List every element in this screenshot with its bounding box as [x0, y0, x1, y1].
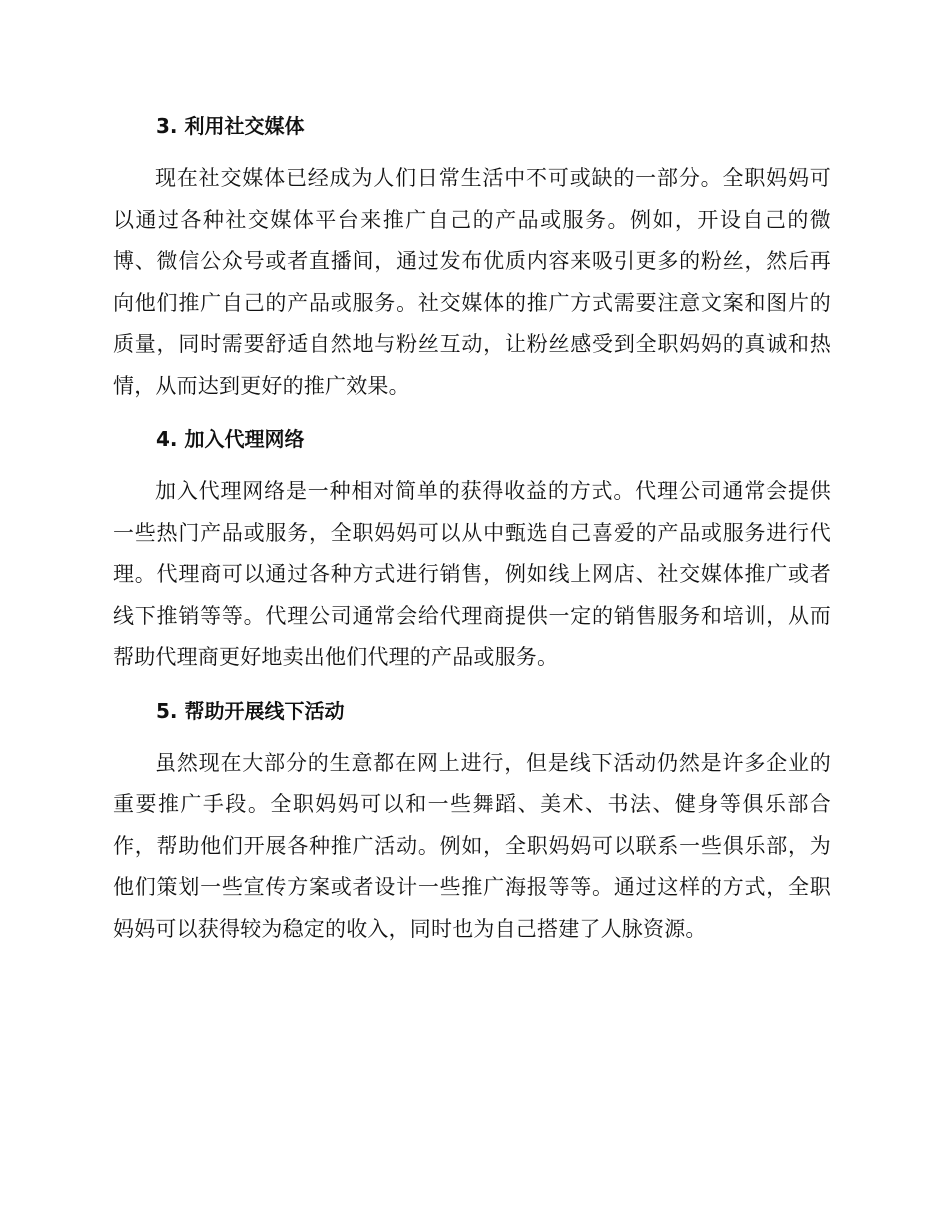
section-heading: 4. 加入代理网络	[156, 427, 305, 451]
document-page	[113, 106, 831, 962]
section-paragraph: 虽然现在大部分的生意都在网上进行，但是线下活动仍然是许多企业的重要推广手段。全职妈妈可以和一些舞蹈、美术、书法、健身等俱乐部合作，帮助他们开展各种推广活动。例如，全职妈妈可以联系一些俱乐部，为他们策划一些宣传方案或者设计一些推广海报等等。通过这样的方式，全职妈妈可以获得较为稳定的收入，同时也为自己搭建了人脉资源。	[113, 750, 831, 941]
section-heading: 5. 帮助开展线下活动	[156, 698, 345, 723]
section-offline-events	[113, 691, 831, 951]
section-paragraph: 加入代理网络是一种相对简单的获得收益的方式。代理公司通常会提供一些热门产品或服务，全职妈妈可以从中甄选自己喜爱的产品或服务进行代理。代理商可以通过各种方式进行销售，例如线上网店、社交媒体推广或者线下推销等等。代理公司通常会给代理商提供一定的销售服务和培训，从而帮助代理商更好地卖出他们代理的产品或服务。	[113, 479, 831, 669]
section-heading: 3. 利用社交媒体	[156, 114, 305, 138]
section-paragraph: 现在社交媒体已经成为人们日常生活中不可或缺的一部分。全职妈妈可以通过各种社交媒体平台来推广自己的产品或服务。例如，开设自己的微博、微信公众号或者直播间，通过发布优质内容来吸引更多的粉丝，然后再向他们推广自己的产品或服务。社交媒体的推广方式需要注意文案和图片的质量，同时需要舒适自然地与粉丝互动，让粉丝感受到全职妈妈的真诚和热情，从而达到更好的推广效果。	[113, 166, 831, 398]
section-agent-network	[113, 419, 831, 679]
section-social-media	[113, 106, 831, 407]
